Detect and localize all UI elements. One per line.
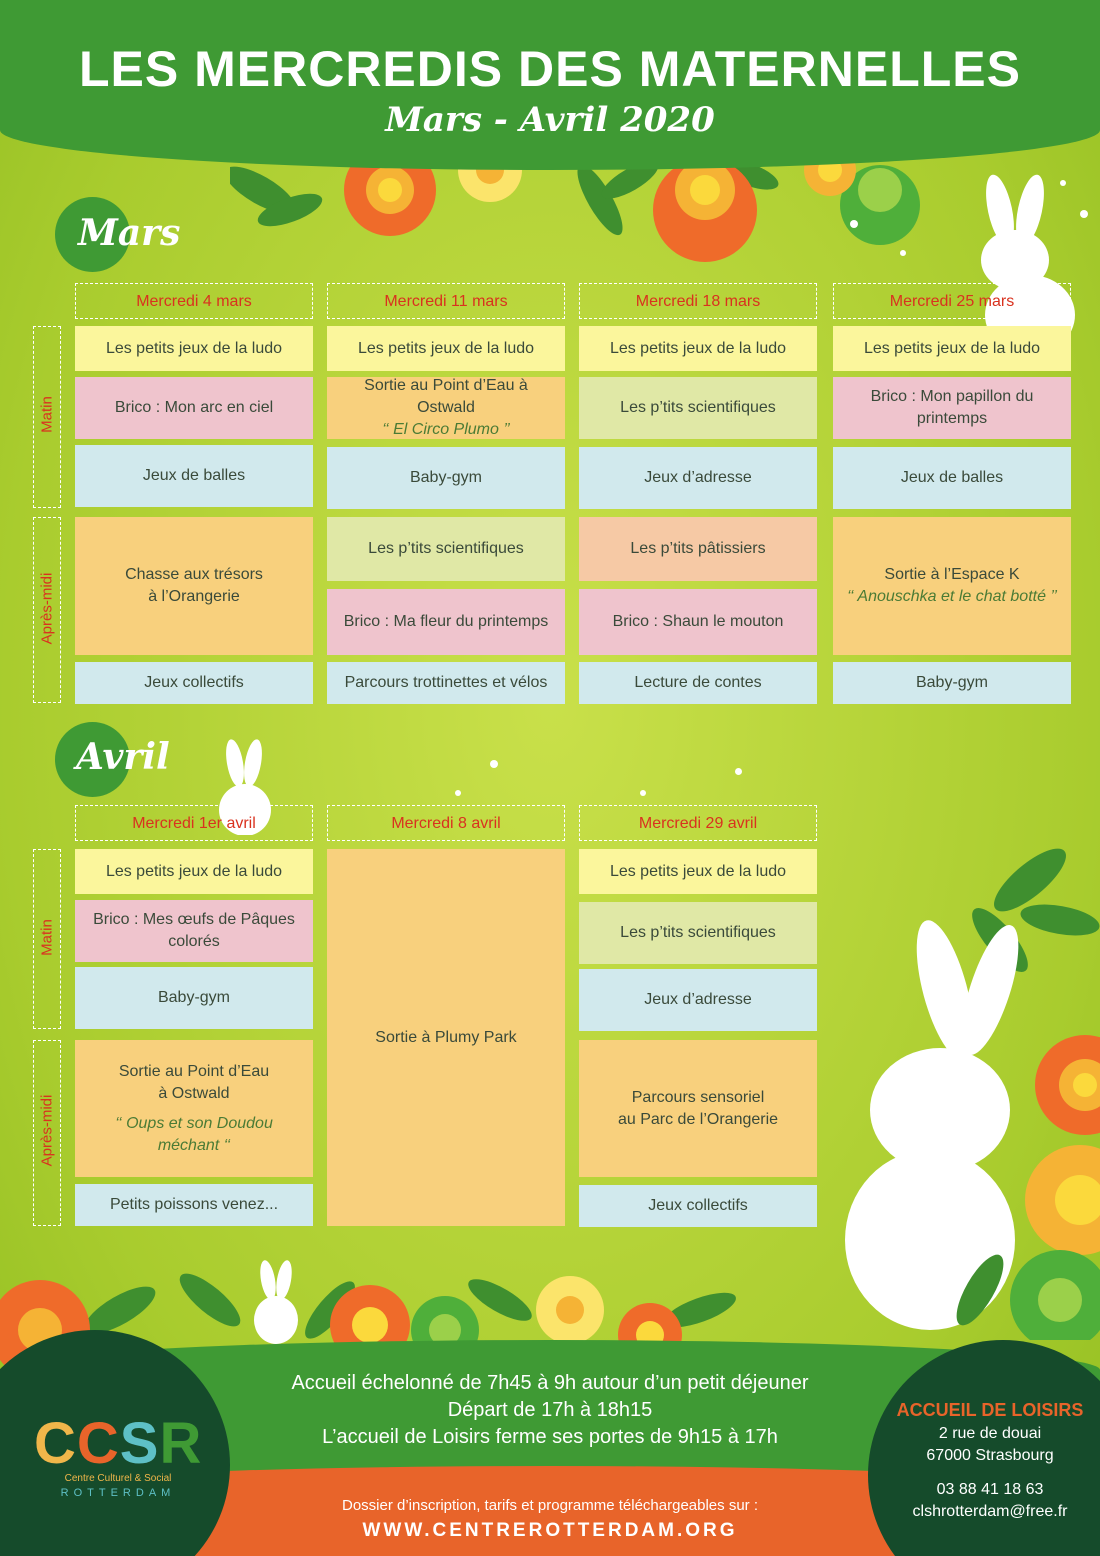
activity-cell: Brico : Shaun le mouton xyxy=(579,589,817,655)
activity-cell: Jeux de balles xyxy=(75,445,313,507)
activity-cell: Baby-gym xyxy=(327,447,565,509)
day-header: Mercredi 1er avril xyxy=(75,805,313,841)
flower-icon xyxy=(1010,1035,1100,1340)
contact-title: ACCUEIL DE LOISIRS xyxy=(896,1400,1084,1420)
period-label-matin: Matin xyxy=(38,396,56,433)
activity-cell: Les p’tits scientifiques xyxy=(327,517,565,581)
ccsr-logo xyxy=(34,1410,202,1477)
sparkle-dot xyxy=(1080,210,1088,218)
logo-letter: R xyxy=(159,1411,203,1476)
period-label-apres-midi: Après-midi xyxy=(38,572,56,645)
activity-cell: Petits poissons venez... xyxy=(75,1184,313,1226)
activity-cell: Brico : Ma fleur du printemps xyxy=(327,589,565,655)
logo-subtitle: Centre Culturel & Social xyxy=(64,1473,172,1484)
sparkle-dot xyxy=(1060,180,1066,186)
month-label-avril: Avril xyxy=(76,736,170,778)
logo-letter: C xyxy=(76,1411,120,1476)
website-link[interactable]: WWW.CENTREROTTERDAM.ORG xyxy=(362,1520,738,1541)
activity-cell: Sortie au Point d’Eau à Ostwald ‘‘ El Circo Plumo ’’ xyxy=(327,377,565,439)
footer-info-line: L’accueil de Loisirs ferme ses portes de 9h15 à 17h xyxy=(322,1426,778,1448)
contact-address: 2 rue de douai xyxy=(938,1425,1042,1442)
page-title: LES MERCREDIS DES MATERNELLES xyxy=(78,41,1022,97)
contact-phone[interactable]: 03 88 41 18 63 xyxy=(936,1481,1044,1498)
activity-cell: Les petits jeux de la ludo xyxy=(579,326,817,371)
activity-cell: Jeux collectifs xyxy=(579,1185,817,1227)
activity-cell: Brico : Mon arc en ciel xyxy=(75,377,313,439)
activity-cell: Les p’tits pâtissiers xyxy=(579,517,817,581)
month-label-mars: Mars xyxy=(78,212,181,254)
activity-cell: Parcours sensoriel au Parc de l’Orangerie xyxy=(579,1040,817,1177)
footer-info-line: Départ de 17h à 18h15 xyxy=(447,1399,653,1421)
bunny-icon xyxy=(254,1259,298,1344)
sparkle-dot xyxy=(455,790,461,796)
sparkle-dot xyxy=(735,768,742,775)
activity-cell: Parcours trottinettes et vélos xyxy=(327,662,565,704)
sparkle-dot xyxy=(850,220,858,228)
activity-cell: Jeux de balles xyxy=(833,447,1071,509)
period-label-matin: Matin xyxy=(38,919,56,956)
day-header: Mercredi 11 mars xyxy=(327,283,565,319)
activity-cell: Les petits jeux de la ludo xyxy=(75,326,313,371)
footer-download-text: Dossier d’inscription, tarifs et programme téléchargeables sur : xyxy=(341,1497,758,1514)
sparkle-dot xyxy=(490,760,498,768)
day-header: Mercredi 18 mars xyxy=(579,283,817,319)
activity-cell: Jeux collectifs xyxy=(75,662,313,704)
sparkle-dot xyxy=(900,250,906,256)
activity-cell: Les petits jeux de la ludo xyxy=(579,849,817,894)
activity-cell: Les petits jeux de la ludo xyxy=(75,849,313,894)
activity-cell: Brico : Mon papillon du printemps xyxy=(833,377,1071,439)
footer-info-line: Accueil échelonné de 7h45 à 9h autour d’un petit déjeuner xyxy=(291,1372,809,1394)
day-header: Mercredi 8 avril xyxy=(327,805,565,841)
activity-cell: Baby-gym xyxy=(833,662,1071,704)
sparkle-dot xyxy=(640,790,646,796)
activity-cell: Les p’tits scientifiques xyxy=(579,377,817,439)
day-header: Mercredi 29 avril xyxy=(579,805,817,841)
logo-letter: S xyxy=(119,1411,160,1476)
period-label-apres-midi: Après-midi xyxy=(38,1094,56,1167)
activity-cell: Sortie à l’Espace K ‘‘ Anouschka et le chat botté ’’ xyxy=(833,517,1071,655)
day-header: Mercredi 25 mars xyxy=(833,283,1071,319)
activity-cell: Lecture de contes xyxy=(579,662,817,704)
page-subtitle: Mars - Avril 2020 xyxy=(385,100,715,140)
contact-email[interactable]: clshrotterdam@free.fr xyxy=(912,1503,1068,1520)
day-header: Mercredi 4 mars xyxy=(75,283,313,319)
activity-cell: Chasse aux trésors à l’Orangerie xyxy=(75,517,313,655)
activity-cell: Jeux d’adresse xyxy=(579,969,817,1031)
activity-cell: Jeux d’adresse xyxy=(579,447,817,509)
logo-letter: C xyxy=(34,1411,77,1476)
activity-cell: Sortie au Point d’Eau à Ostwald ‘‘ Oups et son Doudou méchant ‘‘ xyxy=(75,1040,313,1177)
activity-cell: Les petits jeux de la ludo xyxy=(327,326,565,371)
logo-subtitle-rotterdam: ROTTERDAM xyxy=(60,1487,176,1499)
activity-cell: Baby-gym xyxy=(75,967,313,1029)
activity-cell: Les petits jeux de la ludo xyxy=(833,326,1071,371)
activity-cell: Les p’tits scientifiques xyxy=(579,902,817,964)
contact-address: 67000 Strasbourg xyxy=(926,1447,1054,1464)
activity-cell: Brico : Mes œufs de Pâques colorés xyxy=(75,900,313,962)
activity-cell: Sortie à Plumy Park xyxy=(327,849,565,1226)
